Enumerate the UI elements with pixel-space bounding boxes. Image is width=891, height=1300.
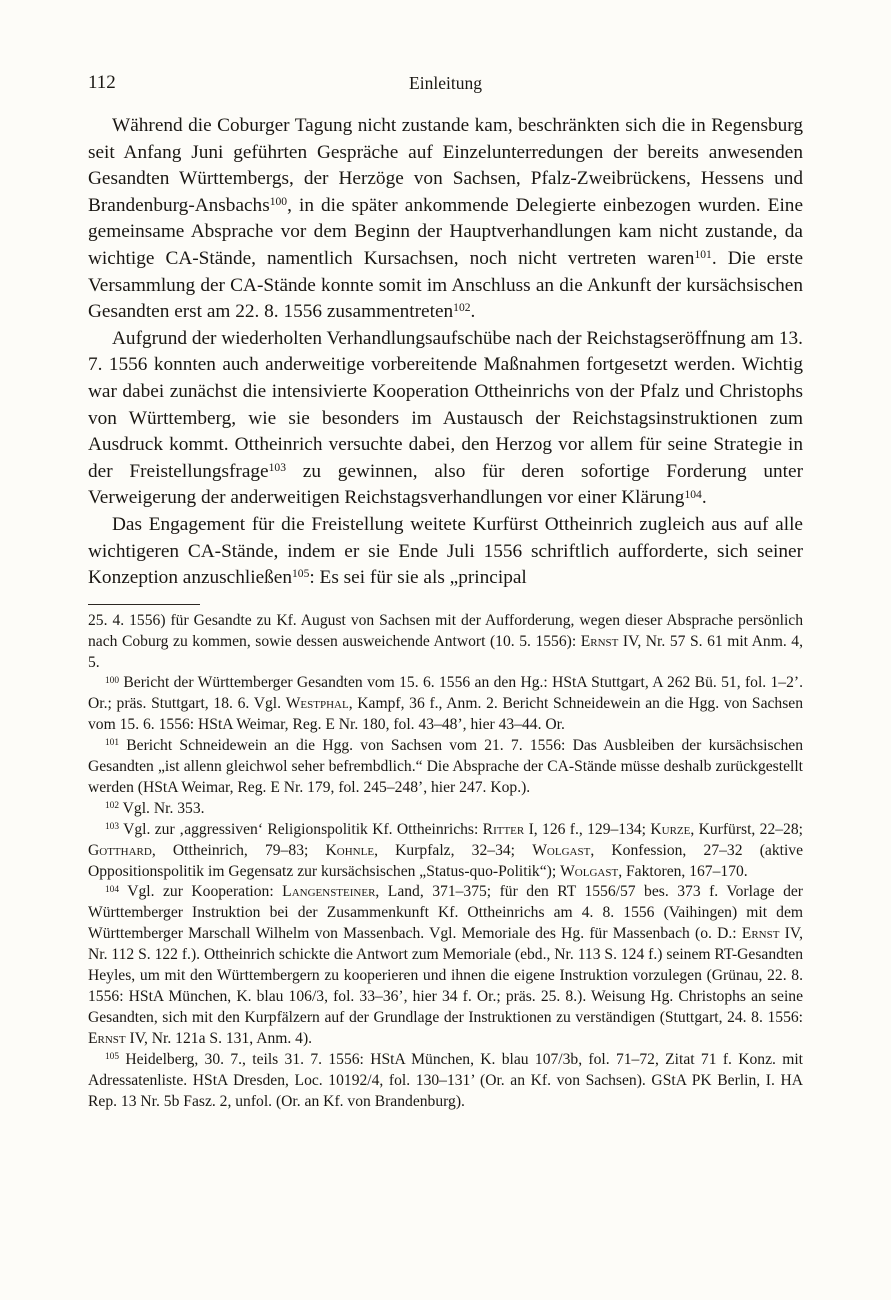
body-paragraph-2: Aufgrund der wiederholten Verhandlungsaufschübe nach der Reichstagseröffnung am 13. 7. 1556 konnten auch anderweitige vorbereitende Maßnahmen fortgesetzt werden. Wichtig war dabei zunächst die intensivierte Kooperation Ottheinrichs von der Pfalz und Christophs von Württemberg, wie sie besonders im Austausch der Reichstagsinstruktionen zum Ausdruck kommt. Ottheinrich versuchte dabei, den Herzog vor allem für seine Strategie in der Freistellungsfrage$^{103}$ zu gewinnen, also für deren sofortige Forderung unter Verweigerung der anderweitigen Reichstagsverhandlungen vor einer Klärung$^{104}$. [88,327,803,509]
footnote-continuation: 25. 4. 1556) für Gesandte zu Kf. August von Sachsen mit der Aufforderung, wegen dieser Absprache persönlich nach Coburg zu kommen, sowie dessen ausweichende Antwort (10. 5. 1556): Ernst IV, Nr. 57 S. 61 mit Anm. 4, 5. [88,611,803,671]
footnotes-section [88,611,803,1113]
running-title: Einleitung [409,73,482,93]
body-paragraph-1: Während die Coburger Tagung nicht zustande kam, beschränkten sich die in Regensburg seit Anfang Juni geführten Gespräche auf Einzelunterredungen der bereits anwesenden Gesandten Württembergs, der Herzöge von Sachsen, Pfalz-Zweibrückens, Hessens und Brandenburg-Ansbachs$^{100}$, in die später ankommende Delegierte einbezogen wurden. Eine gemeinsame Absprache vor dem Beginn der Hauptverhandlungen kam nicht zustande, da wichtige CA-Stände, namentlich Kursachsen, noch nicht vertreten waren$^{101}$. Die erste Versammlung der CA-Stände konnte somit im Anschluss an die Ankunft der kursächsischen Gesandten erst am 22. 8. 1556 zusammentreten$^{102}$. [88,115,803,323]
body-paragraph-3: Das Engagement für die Freistellung weitete Kurfürst Ottheinrich zugleich aus auf alle wichtigeren CA-Stände, indem er sie Ende Juli 1556 schriftlich aufforderte, sich seiner Konzeption anzuschließen$^{105}$: Es sei für sie als „principal [88,513,803,589]
footnote-separator-rule [88,604,200,605]
footnote-101: $^{101}$ Bericht Schneidewein an die Hgg. von Sachsen vom 21. 7. 1556: Das Ausbleiben der kursächsischen Gesandten „ist allenn gleichwol seher befrembdlich.“ Die Absprache der CA-Stände müsse deshalb zurückgestellt werden (HStA Weimar, Reg. E Nr. 179, fol. 245–248’, hier 247. Kop.). [88,737,803,796]
footnote-102: $^{102}$ Vgl. Nr. 353. [105,799,205,817]
main-text-block [88,113,803,592]
footnote-100: $^{100}$ Bericht der Württemberger Gesandten vom 15. 6. 1556 an den Hg.: HStA Stuttgart, A 262 Bü. 51, fol. 1–2’. Or.; präs. Stuttgart, 18. 6. Vgl. Westphal, Kampf, 36 f., Anm. 2. Bericht Schneidewein an die Hgg. von Sachsen vom 15. 6. 1556: HStA Weimar, Reg. E Nr. 180, fol. 43–48’, hier 43–44. Or. [88,674,804,734]
footnote-103: $^{103}$ Vgl. zur ‚aggressiven‘ Religionspolitik Kf. Ottheinrichs: Ritter I, 126 f., 129–134; Kurze, Kurfürst, 22–28; Gotthard, Ottheinrich, 79–83; Kohnle, Kurpfalz, 32–34; Wolgast, Konfession, 27–32 (aktive Oppositionspolitik im Gegensatz zur kursächsischen „Status-quo-Politik“); Wolgast, Faktoren, 167–170. [88,820,804,880]
page-header [88,72,803,98]
footnote-104: $^{104}$ Vgl. zur Kooperation: Langensteiner, Land, 371–375; für den RT 1556/57 bes. 373 f. Vorlage der Württemberger Instruktion bei der Zusammenkunft Kf. Ottheinrichs am 4. 8. 1556 (Vaihingen) mit dem Württemberger Marschall Wilhelm von Massenbach. Vgl. Memoriale des Hg. für Massenbach (o. D.: Ernst IV, Nr. 112 S. 122 f.). Ottheinrich schickte die Antwort zum Memoriale (ebd., Nr. 113 S. 124 f.) seinem RT-Gesandten Heyles, um mit den Württembergern zu kooperieren und ihnen die eigene Instruktion vorzulegen (Grünau, 22. 8. 1556: HStA München, K. blau 106/3, fol. 33–36’, hier 34 f. Or.; präs. 25. 8.). Weisung Hg. Christophs an seine Gesandten, sich mit den Kurpfälzern auf der Grundlage der Instruktionen zu verständigen (Stuttgart, 24. 8. 1556: Ernst IV, Nr. 121a S. 131, Anm. 4). [88,883,803,1047]
footnote-105: $^{105}$ Heidelberg, 30. 7., teils 31. 7. 1556: HStA München, K. blau 107/3b, fol. 71–72, Zitat 71 f. Konz. mit Adressatenliste. HStA Dresden, Loc. 10192/4, fol. 130–131’ (Or. an Kf. von Sachsen). GStA PK Berlin, I. HA Rep. 13 Nr. 5b Fasz. 2, unfol. (Or. an Kf. von Brandenburg). [88,1050,803,1110]
page-number: 112 [88,72,116,93]
